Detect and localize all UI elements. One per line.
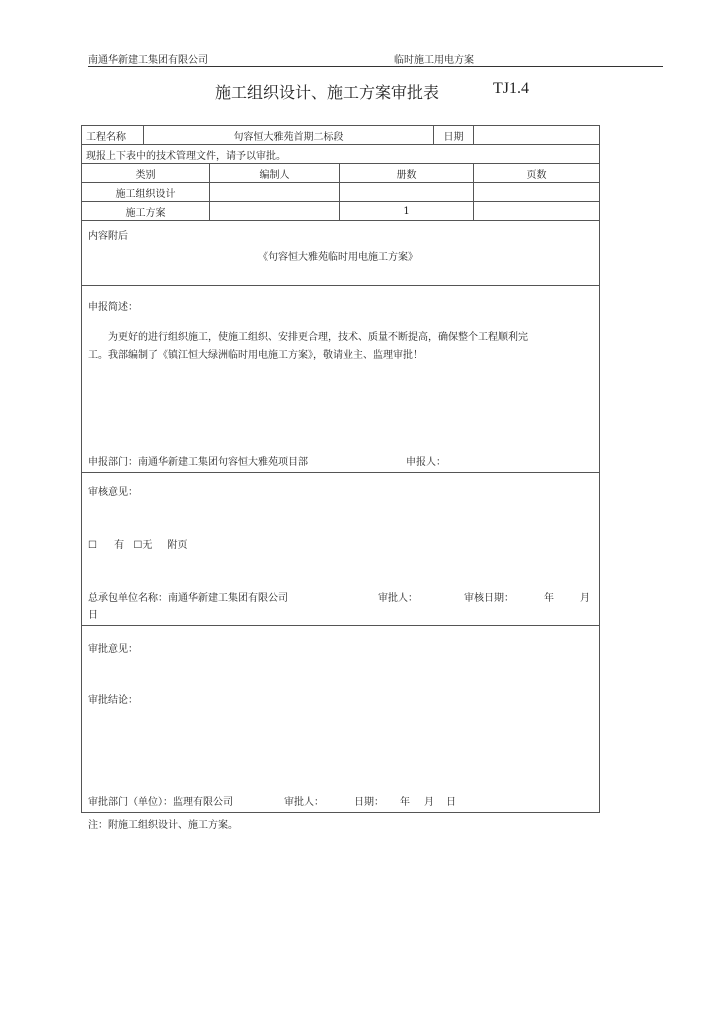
column-header-pages: 页数 (474, 164, 600, 183)
form-title: 施工组织设计、施工方案审批表 (215, 83, 440, 102)
report-section (82, 286, 600, 473)
contractor-name: 总承包单位名称：南通华新建工集团有限公司 (88, 593, 288, 604)
attachment-section (82, 221, 600, 286)
checkbox-has[interactable]: ☐ (88, 540, 97, 551)
attachment-label: 内容附后 (88, 231, 128, 242)
approval-dept: 审批部门（单位）：监理有限公司 (88, 797, 233, 808)
footnote: 注：附施工组织设计、施工方案。 (88, 820, 238, 831)
project-name-label: 工程名称 (82, 126, 144, 145)
review-section (82, 473, 600, 626)
row-volumes: 1 (340, 202, 474, 221)
project-row (82, 126, 600, 145)
approval-day: 日 (446, 797, 456, 808)
report-body-suffix: 》，敬请业主、监理审批！ (308, 350, 423, 361)
approval-approver: 审批人： (284, 797, 324, 808)
date-label: 日期 (434, 126, 474, 145)
header-company: 南通华新建工集团有限公司 (88, 55, 208, 66)
review-date-label: 审核日期： (464, 593, 514, 604)
approval-year: 年 (400, 797, 410, 808)
review-label: 审核意见： (88, 487, 138, 498)
attachment-title-prefix: 《句容恒大雅苑 (258, 252, 328, 263)
review-day: 日 (88, 610, 98, 621)
row-volumes (340, 183, 474, 202)
column-header-category: 类别 (82, 164, 210, 183)
report-dept: 申报部门：南通华新建工集团句容恒大雅苑项目部 (88, 457, 308, 468)
project-name-value: 句容恒大雅苑首期二标段 (144, 126, 434, 145)
date-value (474, 126, 600, 145)
table-row (82, 183, 600, 202)
option-has-label: 有 (114, 540, 125, 551)
attachment-title-emph: 临时用电施工方案 (328, 252, 408, 263)
approval-conclusion-label: 审批结论： (88, 695, 138, 706)
row-pages (474, 183, 600, 202)
review-approver: 审批人： (378, 593, 418, 604)
report-person: 申报人： (406, 457, 446, 468)
approval-month: 月 (424, 797, 434, 808)
table-header-row (82, 164, 600, 183)
attach-pages-label: 附页 (167, 540, 188, 551)
header-doc-name: 临时施工用电方案 (394, 55, 474, 66)
submit-note: 现报上下表中的技术管理文件，请予以审批。 (82, 145, 600, 164)
row-author (210, 183, 340, 202)
approval-section (82, 626, 600, 813)
row-category: 施工组织设计 (82, 183, 210, 202)
approval-opinion-label: 审批意见： (88, 644, 138, 655)
row-author (210, 202, 340, 221)
attachment-title (88, 248, 593, 263)
approval-date-label: 日期： (354, 797, 384, 808)
checkbox-none[interactable]: ☐ (133, 540, 143, 551)
attachment-title-suffix: 》 (408, 252, 418, 263)
row-pages (474, 202, 600, 221)
row-category: 施工方案 (82, 202, 210, 221)
report-body-line1: 为更好的进行组织施工，使施工组织、安排更合理，技术、质量不断提高，确保整个工程顺利完 (108, 332, 528, 343)
column-header-volumes: 册数 (340, 164, 474, 183)
page-header (88, 50, 663, 67)
review-year: 年 (544, 593, 554, 604)
report-body-prefix: 工。我部编制了《镇江恒大绿洲 (88, 350, 228, 361)
report-label: 申报简述： (88, 302, 138, 313)
table-row (82, 202, 600, 221)
review-month: 月 (580, 593, 590, 604)
report-body-emph: 临时用电施工方案 (228, 350, 308, 361)
form-code: TJ1.4 (493, 80, 529, 97)
column-header-author: 编制人 (210, 164, 340, 183)
option-none-label: 无 (142, 540, 153, 551)
attachment-options (88, 536, 593, 551)
approval-form-table (81, 125, 600, 813)
